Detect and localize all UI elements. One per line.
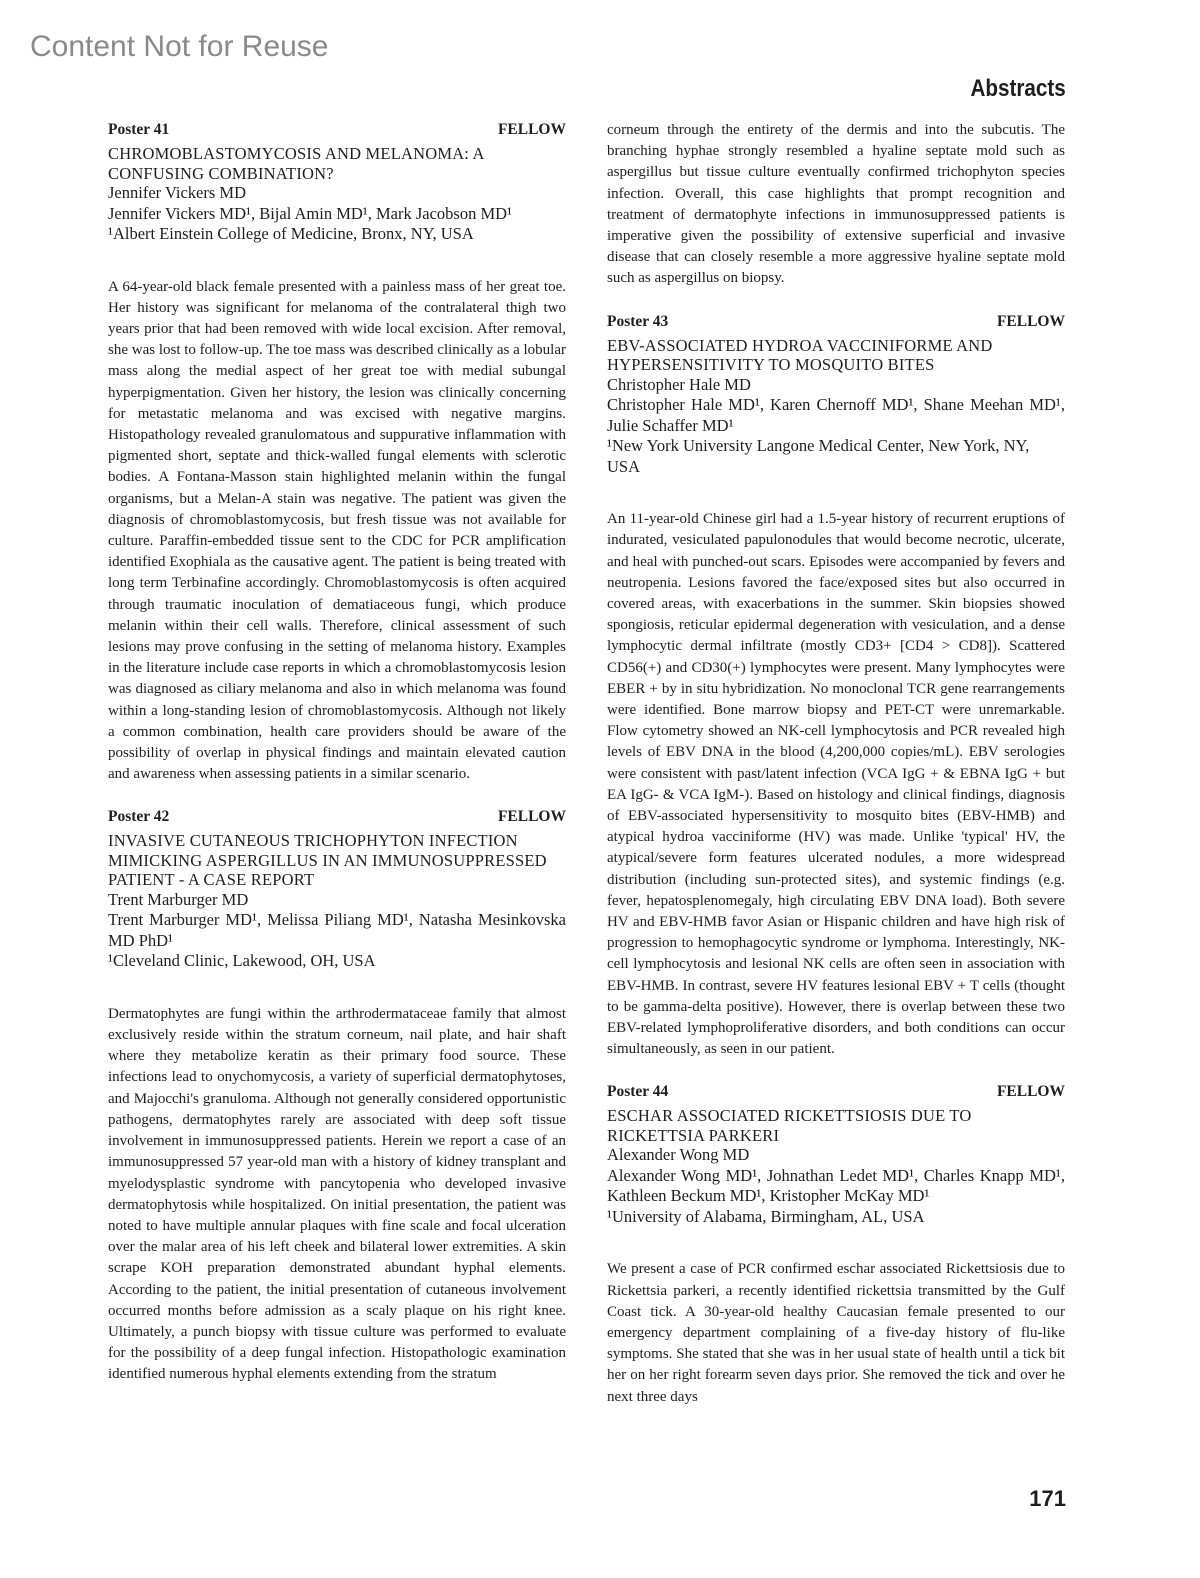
poster-category: FELLOW (996, 1083, 1065, 1101)
abstract-title: EBV-ASSOCIATED HYDROA VACCINIFORME AND HYPERSENSITIVITY TO MOSQUITO BITES (607, 335, 993, 375)
right-column (607, 120, 1065, 1470)
page-number: 171 (1029, 1486, 1066, 1511)
poster-header (108, 807, 566, 827)
poster-category: FELLOW (996, 312, 1065, 330)
poster-number: Poster 44 (607, 1083, 669, 1101)
abstract-poster-43 (607, 312, 1065, 1061)
affiliation: ¹New York University Langone Medical Center, New York, NY, USA (607, 436, 1030, 476)
abstract-poster-42 (108, 807, 566, 1385)
left-column (108, 120, 566, 1470)
presenter: Alexander Wong MD (607, 1145, 750, 1165)
abstract-poster-44 (607, 1082, 1065, 1407)
poster-category: FELLOW (497, 808, 566, 826)
author-list: Christopher Hale MD¹, Karen Chernoff MD¹, Shane Meehan MD¹, Julie Schaffer MD¹ (607, 395, 1065, 435)
abstract-poster-41 (108, 120, 566, 785)
section-label: Abstracts (970, 75, 1066, 102)
abstract-body-continued: corneum through the entirety of the dermis and into the subcutis. The branching hyphae strongly resembled a hyaline septate mold such as aspergillus but tissue culture eventually confirmed trichophyton species infection. Overall, this case highlights that prompt recognition and treatment of dermatophyte infections in immunosuppressed patients is imperative given the possibility of extensive superficial and invasive disease that can closely resemble a more aggressive hyaline septate mold such as aspergillus on biopsy. (607, 122, 1065, 287)
poster-number: Poster 42 (108, 808, 170, 826)
watermark-text: Content Not for Reuse (30, 30, 329, 63)
poster-header (607, 312, 1065, 332)
affiliation: ¹University of Alabama, Birmingham, AL, USA (607, 1206, 925, 1226)
author-list: Trent Marburger MD¹, Melissa Piliang MD¹, Natasha Mesinkovska MD PhD¹ (108, 910, 566, 950)
abstract-title: ESCHAR ASSOCIATED RICKETTSIOSIS DUE TO RICKETTSIA PARKERI (607, 1106, 972, 1145)
presenter: Trent Marburger MD (108, 889, 249, 909)
poster-header (607, 1082, 1065, 1102)
poster-header (108, 120, 566, 140)
abstract-title: INVASIVE CUTANEOUS TRICHOPHYTON INFECTION MIMICKING ASPERGILLUS IN AN IMMUNOSUPPRESSED PATIENT - A CASE REPORT (108, 831, 547, 890)
presenter: Christopher Hale MD (607, 374, 751, 394)
author-list: Jennifer Vickers MD¹, Bijal Amin MD¹, Mark Jacobson MD¹ (108, 203, 513, 223)
affiliation: ¹Cleveland Clinic, Lakewood, OH, USA (108, 951, 376, 971)
poster-category: FELLOW (497, 121, 566, 138)
abstract-body: We present a case of PCR confirmed eschar associated Rickettsiosis due to Rickettsia parkeri, a recently identified rickettsia transmitted by the Gulf Coast tick. A 30-year-old healthy Caucasian female presented to our emergency department complaining of a five-day history of flu-like symptoms. She stated that she was in her usual state of health until a tick bit her on her right forearm seven days prior. She removed the tick and over he next three days (607, 1261, 1065, 1405)
abstract-body: Dermatophytes are fungi within the arthrodermataceae family that almost exclusively reside within the stratum corneum, nail plate, and hair shaft where they metabolize keratin as their primary food source. These infections lead to onychomycosis, a variety of superficial dermatophytoses, and Majocchi's granuloma. Although not generally considered opportunistic pathogens, dermatophytes rarely are associated with deep soft tissue involvement in immunosuppressed patients. Herein we report a case of an immunosuppressed 57 year-old man with a history of kidney transplant and myelodysplastic syndrome with pancytopenia who developed invasive dermatophytosis while hospitalized. On initial presentation, the patient was noted to have multiple annular plaques with fine scale and focal ulceration over the malar area of his left cheek and bilateral lower extremities. A skin scrape KOH preparation demonstrated abundant hyphal elements. According to the patient, the initial presentation of cutaneous involvement occurred months before admission as a scaly plaque on his right knee. Ultimately, a punch biopsy with tissue culture was performed to evaluate for the possibility of a deep fungal infection. Histopathologic examination identified numerous hyphal elements extending from the stratum (108, 1005, 566, 1383)
abstract-body: An 11-year-old Chinese girl had a 1.5-year history of recurrent eruptions of indurated, vesiculated papulonodules that would become necrotic, ulcerate, and heal with punched-out scars. Episodes were accompanied by fevers and neutropenia. Lesions favored the face/exposed sites but also occurred in covered areas, with exacerbations in the summer. Skin biopsies showed spongiosis, reticular epidermal degeneration with vesiculation, and a dense lymphocytic dermal infiltrate (mostly CD3+ [CD4 > CD8]). Scattered CD56(+) and CD30(+) lymphocytes were present. Many lymphocytes were EBER + by in situ hybridization. No monoclonal TCR gene rearrangements were identified. Bone marrow biopsy and PET-CT were unremarkable. Flow cytometry showed an NK-cell lymphocytosis and PCR revealed high levels of EBV DNA in the blood (4,200,000 copies/mL). EBV serologies were consistent with past/latent infection (VCA IgG + & EBNA IgG + but EA IgG- & VCA IgM-). Based on histology and clinical findings, diagnosis of EBV-associated hypersensitivity to mosquito bites (EBV-HMB) and atypical hydroa vacciniforme (HV) was made. Unlike 'typical' HV, the atypical/severe form features ulcerated nodules, a more widespread distribution (including sun-protected sites), and systemic findings (e.g. fever, hepatosplenomegaly, high circulating EBV DNA load). Both severe HV and EBV-HMB favor Asian or Hispanic children and have high risk of progression to hemophagocytic syndrome or lymphoma. Interestingly, NK-cell lymphocytosis and lesional NK cells are often seen in association with EBV-HMB. In contrast, severe HV features lesional EBV + T cells (thought to be gamma-delta positive). However, there is overlap between these two EBV-related lymphoproliferative disorders, and both conditions can occur simultaneously, as seen in our patient. (607, 511, 1065, 1058)
author-list: Alexander Wong MD¹, Johnathan Ledet MD¹, Charles Knapp MD¹, Kathleen Beckum MD¹, Kristopher McKay MD¹ (607, 1165, 1065, 1206)
poster-number: Poster 43 (607, 312, 669, 330)
poster-number: Poster 41 (108, 121, 170, 138)
abstract-title: CHROMOBLASTOMYCOSIS AND MELANOMA: A CONFUSING COMBINATION? (108, 144, 484, 183)
affiliation: ¹Albert Einstein College of Medicine, Bronx, NY, USA (108, 224, 474, 243)
abstract-body: A 64-year-old black female presented with a painless mass of her great toe. Her history was significant for melanoma of the contralateral thigh two years prior that had been removed with wide local excision. After removal, she was lost to follow-up. The toe mass was described clinically as a lobular mass along the medial aspect of her great toe with medial subungal hyperpigmentation. Given her history, the lesion was clinically concerning for metastatic melanoma and was excised with negative margins. Histopathology revealed granulomatous and suppurative inflammation with pigmented short, septate and thick-walled fungal elements with sclerotic bodies. A Fontana-Masson stain highlighted melanin within the fungal organisms, but a Melan-A stain was negative. The patient was given the diagnosis of chromoblastomycosis, but fresh tissue was not available for culture. Paraffin-embedded tissue sent to the CDC for PCR amplification identified Exophiala as the causative agent. The patient is being treated with long term Terbinafine accordingly. Chromoblastomycosis is often acquired through traumatic inoculation of dematiaceous fungi, which produce melanin within their cell walls. Therefore, clinical assessment of such lesions may prove confusing in the setting of melanoma history. Examples in the literature include case reports in which a chromoblastomycosis lesion was diagnosed as ciliary melanoma and also in which melanoma was found within a long-standing lesion of chromoblastomycosis. Although not likely a common combination, health care providers should be aware of the possibility of overlap in physical findings and maintain elevated caution and awareness when assessing patients in a similar scenario. (108, 278, 566, 783)
presenter: Jennifer Vickers MD (108, 183, 247, 202)
